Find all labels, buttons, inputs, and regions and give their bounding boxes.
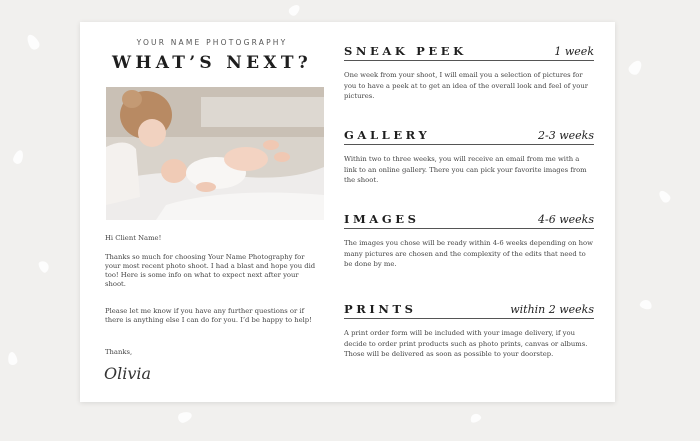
section-timeframe: 4-6 weeks	[538, 213, 594, 226]
background-petal	[657, 189, 672, 205]
letter-paragraph-1: Thanks so much for choosing Your Name Photography for your most recent photo shoot. I had a blast and hope you did too! Here is some info on what to expect next after your shoot.	[105, 253, 316, 289]
section-images	[344, 210, 594, 270]
page-title: WHAT’S NEXT?	[111, 53, 313, 73]
letter-paragraph-2: Please let me know if you have any further questions or if there is anything else I can do for you. I’d be happy to help!	[105, 307, 312, 325]
section-title: GALLERY	[344, 128, 431, 142]
section-title: PRINTS	[344, 302, 417, 316]
section-body: A print order form will be included with your image delivery, if you decide to order print products such as photo prints, canvas or albums. Those will be delivered as soon as possible to your doorstep.	[344, 329, 588, 359]
background-petal	[287, 3, 302, 18]
section-timeframe: 2-3 weeks	[538, 129, 594, 142]
family-photo	[106, 87, 324, 220]
section-body: The images you chose will be ready within 4-6 weeks depending on how many pictures are chosen and the complexity of the edits that need to be done by me.	[344, 239, 593, 269]
section-title: SNEAK PEEK	[344, 44, 467, 58]
section-header	[344, 210, 594, 229]
background-petal	[7, 351, 18, 365]
section-gallery	[344, 126, 594, 186]
background-petal	[25, 33, 42, 52]
background-petal	[12, 149, 25, 165]
section-sneak-peek	[344, 42, 594, 102]
section-body: One week from your shoot, I will email you a selection of pictures for you to have a peek at to get an idea of the overall look and feel of your pictures.	[344, 71, 588, 101]
background-petal	[639, 299, 653, 311]
background-petal	[627, 58, 645, 77]
section-header	[344, 42, 594, 61]
section-header	[344, 300, 594, 319]
family-photo-illustration	[106, 87, 324, 220]
letter-closing: Thanks,	[105, 348, 133, 356]
section-header	[344, 126, 594, 145]
signature: Olivia	[104, 364, 152, 383]
brand-name: YOUR NAME PHOTOGRAPHY	[136, 38, 288, 47]
background-petal	[177, 410, 194, 424]
section-timeframe: within 2 weeks	[510, 303, 594, 316]
info-card	[80, 22, 615, 402]
section-body: Within two to three weeks, you will receive an email from me with a link to an online gallery. There you can pick your favorite images from the shoot.	[344, 155, 587, 185]
background-petal	[37, 259, 51, 274]
section-title: IMAGES	[344, 212, 420, 226]
section-timeframe: 1 week	[554, 45, 594, 58]
background-petal	[469, 412, 482, 424]
letter-greeting: Hi Client Name!	[105, 234, 162, 242]
section-prints	[344, 300, 594, 360]
